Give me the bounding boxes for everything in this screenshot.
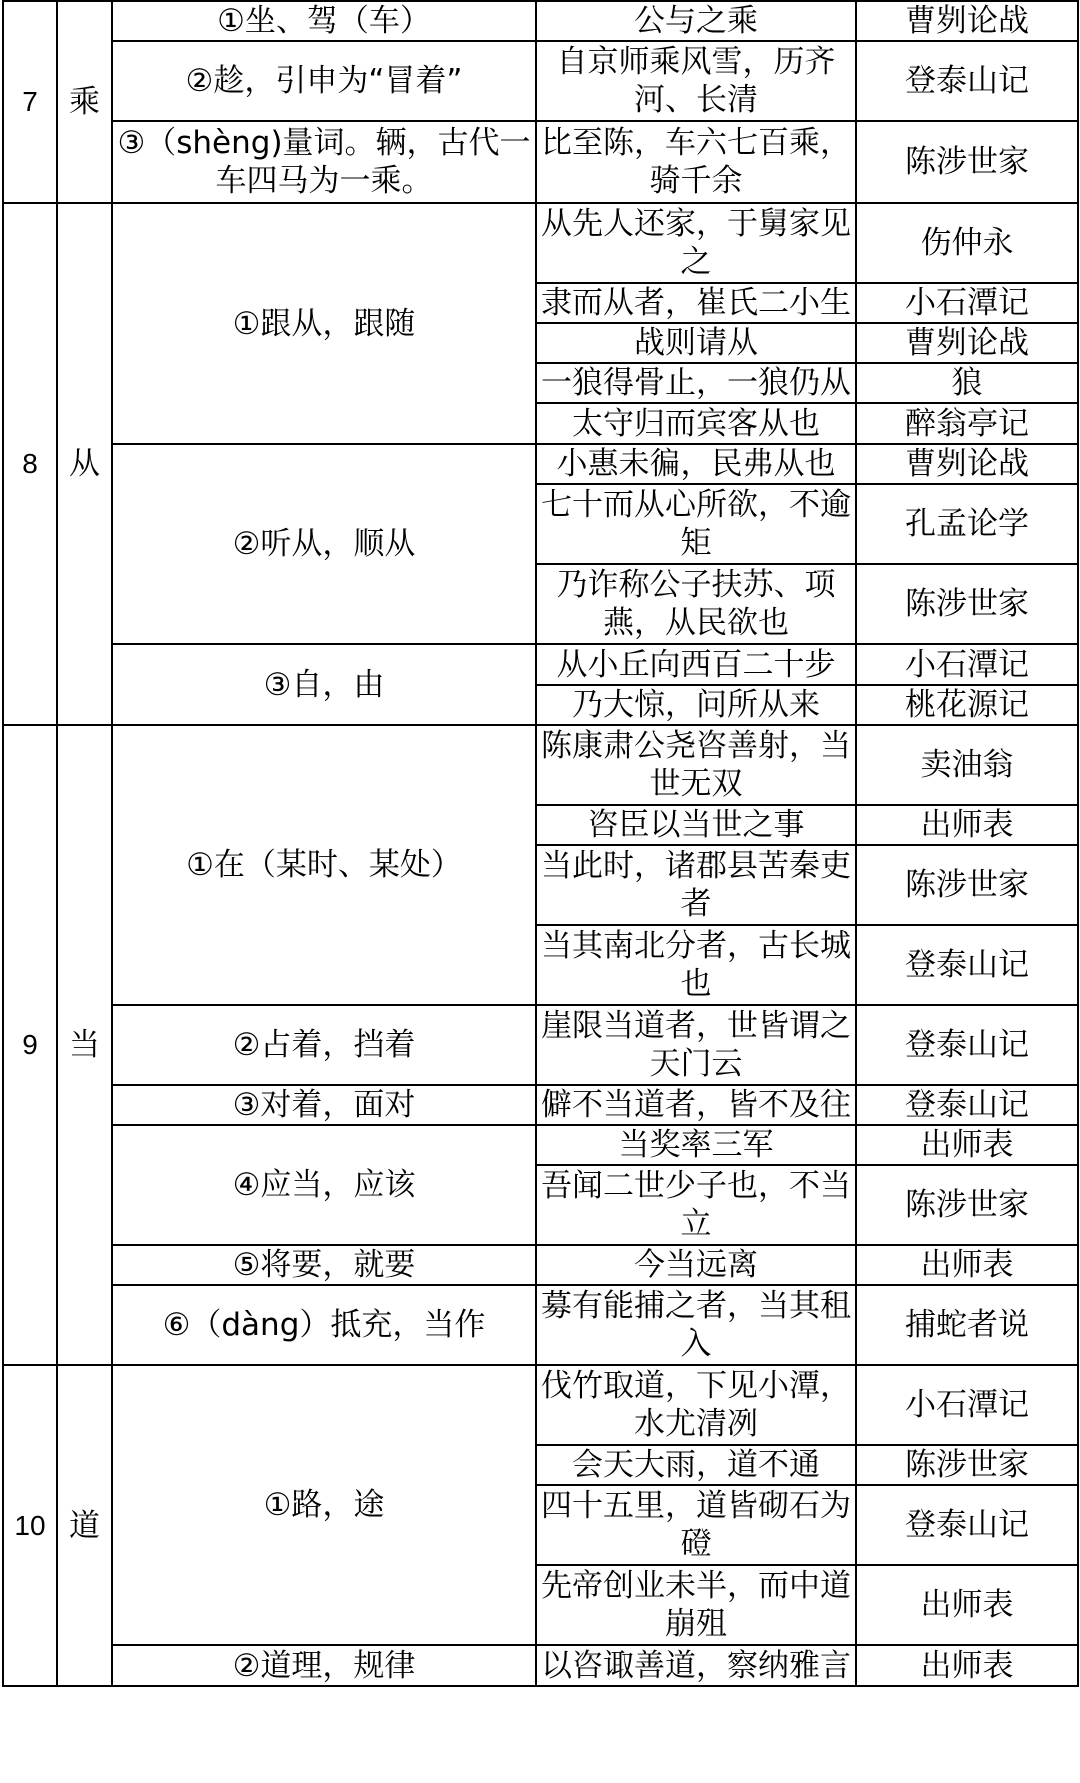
example-sentence: 战则请从 — [536, 323, 856, 363]
example-sentence: 乃诈称公子扶苏、项燕，从民欲也 — [536, 564, 856, 644]
entry-character: 道 — [57, 1365, 112, 1686]
entry-number: 7 — [3, 1, 57, 203]
sense-meaning: ②占着，挡着 — [112, 1005, 536, 1085]
example-sentence: 先帝创业未半，而中道崩殂 — [536, 1565, 856, 1645]
sense-meaning: ②听从，顺从 — [112, 444, 536, 644]
table-row — [3, 1005, 1078, 1085]
table-row — [3, 1125, 1078, 1165]
example-sentence: 四十五里，道皆砌石为磴 — [536, 1485, 856, 1565]
table-row — [3, 203, 1078, 283]
example-source: 出师表 — [856, 1565, 1078, 1645]
example-source: 登泰山记 — [856, 41, 1078, 121]
example-sentence: 从小丘向西百二十步 — [536, 644, 856, 685]
example-sentence: 以咨诹善道，察纳雅言 — [536, 1645, 856, 1686]
example-source: 登泰山记 — [856, 1485, 1078, 1565]
example-source: 卖油翁 — [856, 725, 1078, 805]
example-source: 曹刿论战 — [856, 444, 1078, 484]
example-source: 登泰山记 — [856, 1005, 1078, 1085]
example-source: 出师表 — [856, 1245, 1078, 1285]
sense-meaning: ⑥（dàng）抵充，当作 — [112, 1285, 536, 1365]
entry-character: 从 — [57, 203, 112, 725]
example-sentence: 隶而从者，崔氏二小生 — [536, 283, 856, 323]
table-row — [3, 725, 1078, 805]
example-sentence: 当奖率三军 — [536, 1125, 856, 1165]
example-source: 孔孟论学 — [856, 484, 1078, 564]
table-row — [3, 444, 1078, 484]
example-source: 登泰山记 — [856, 1085, 1078, 1125]
vocab-table — [2, 0, 1079, 1687]
example-source: 出师表 — [856, 805, 1078, 845]
sense-meaning: ③（shèng)量词。辆，古代一车四马为一乘。 — [112, 121, 536, 203]
example-source: 小石潭记 — [856, 1365, 1078, 1445]
example-source: 陈涉世家 — [856, 845, 1078, 925]
sense-meaning: ①在（某时、某处） — [112, 725, 536, 1005]
table-row — [3, 121, 1078, 203]
sense-meaning: ④应当，应该 — [112, 1125, 536, 1245]
example-sentence: 今当远离 — [536, 1245, 856, 1285]
example-source: 陈涉世家 — [856, 564, 1078, 644]
example-source: 捕蛇者说 — [856, 1285, 1078, 1365]
example-sentence: 吾闻二世少子也，不当立 — [536, 1165, 856, 1245]
table-row — [3, 1085, 1078, 1125]
example-sentence: 会天大雨，道不通 — [536, 1445, 856, 1485]
entry-character: 当 — [57, 725, 112, 1365]
example-sentence: 乃大惊，问所从来 — [536, 685, 856, 725]
example-source: 曹刿论战 — [856, 323, 1078, 363]
example-sentence: 募有能捕之者，当其租入 — [536, 1285, 856, 1365]
example-sentence: 七十而从心所欲，不逾矩 — [536, 484, 856, 564]
table-row — [3, 1365, 1078, 1445]
sense-meaning: ③对着，面对 — [112, 1085, 536, 1125]
example-source: 曹刿论战 — [856, 1, 1078, 41]
example-sentence: 一狼得骨止，一狼仍从 — [536, 363, 856, 403]
example-source: 陈涉世家 — [856, 1165, 1078, 1245]
example-sentence: 僻不当道者，皆不及往 — [536, 1085, 856, 1125]
sense-meaning: ②趁，引申为“冒着” — [112, 41, 536, 121]
example-sentence: 当其南北分者，古长城也 — [536, 925, 856, 1005]
example-source: 狼 — [856, 363, 1078, 403]
sense-meaning: ①路，途 — [112, 1365, 536, 1645]
example-sentence: 从先人还家，于舅家见之 — [536, 203, 856, 283]
table-row — [3, 644, 1078, 685]
sense-meaning: ⑤将要，就要 — [112, 1245, 536, 1285]
entry-number: 8 — [3, 203, 57, 725]
example-source: 醉翁亭记 — [856, 403, 1078, 444]
example-sentence: 小惠未徧，民弗从也 — [536, 444, 856, 484]
example-sentence: 咨臣以当世之事 — [536, 805, 856, 845]
example-sentence: 当此时，诸郡县苦秦吏者 — [536, 845, 856, 925]
example-source: 伤仲永 — [856, 203, 1078, 283]
example-sentence: 陈康肃公尧咨善射，当世无双 — [536, 725, 856, 805]
sense-meaning: ③自，由 — [112, 644, 536, 725]
example-source: 陈涉世家 — [856, 121, 1078, 203]
table-row — [3, 1, 1078, 41]
vocab-table-body — [3, 1, 1078, 1686]
table-row — [3, 1645, 1078, 1686]
example-source: 桃花源记 — [856, 685, 1078, 725]
sense-meaning: ①跟从，跟随 — [112, 203, 536, 444]
example-source: 陈涉世家 — [856, 1445, 1078, 1485]
example-source: 小石潭记 — [856, 644, 1078, 685]
table-row — [3, 1245, 1078, 1285]
example-source: 小石潭记 — [856, 283, 1078, 323]
example-source: 出师表 — [856, 1645, 1078, 1686]
example-sentence: 太守归而宾客从也 — [536, 403, 856, 444]
entry-number: 10 — [3, 1365, 57, 1686]
example-sentence: 自京师乘风雪，历齐河、长清 — [536, 41, 856, 121]
entry-character: 乘 — [57, 1, 112, 203]
example-sentence: 比至陈，车六七百乘，骑千余 — [536, 121, 856, 203]
table-row — [3, 1285, 1078, 1365]
example-sentence: 伐竹取道，下见小潭，水尤清冽 — [536, 1365, 856, 1445]
entry-number: 9 — [3, 725, 57, 1365]
example-sentence: 公与之乘 — [536, 1, 856, 41]
example-source: 登泰山记 — [856, 925, 1078, 1005]
sense-meaning: ②道理，规律 — [112, 1645, 536, 1686]
example-sentence: 崖限当道者，世皆谓之天门云 — [536, 1005, 856, 1085]
sense-meaning: ①坐、驾（车） — [112, 1, 536, 41]
table-row — [3, 41, 1078, 121]
example-source: 出师表 — [856, 1125, 1078, 1165]
